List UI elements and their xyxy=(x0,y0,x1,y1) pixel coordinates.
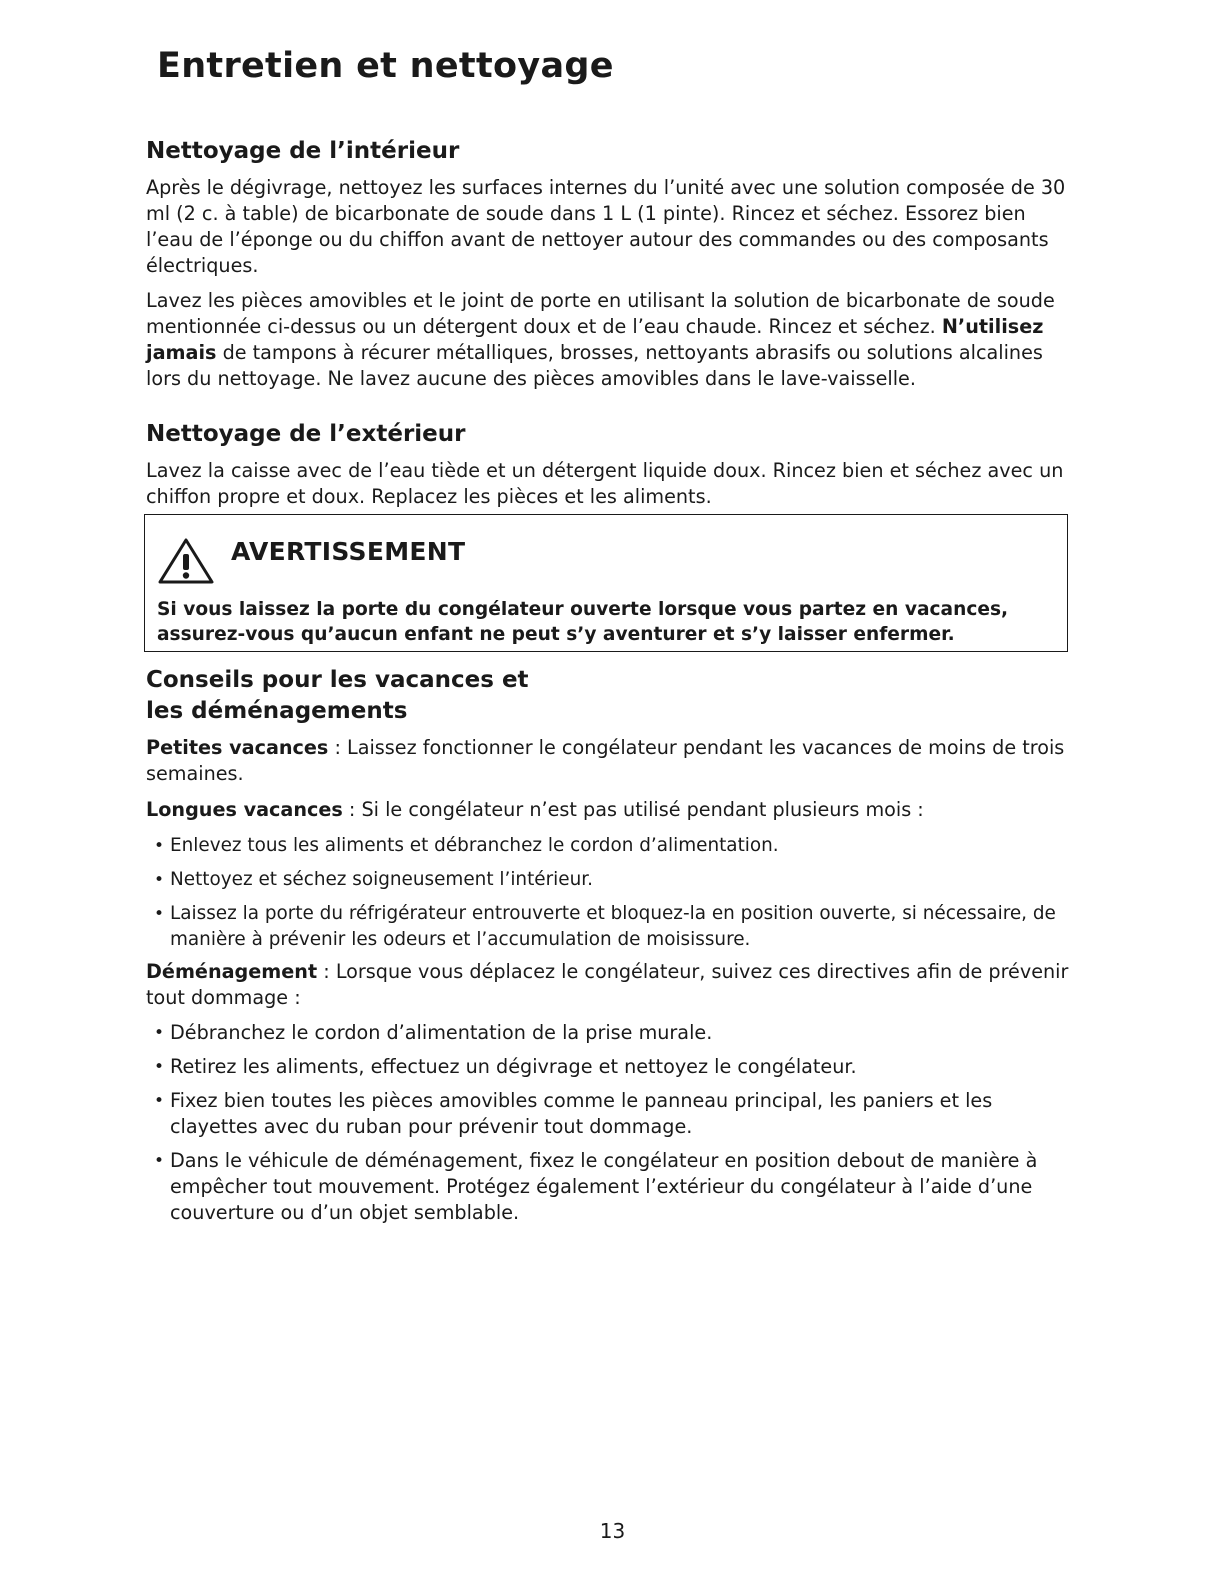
list-item-text: Nettoyez et séchez soigneusement l’intérieur. xyxy=(170,869,593,890)
interior-heading: Nettoyage de l’intérieur xyxy=(146,138,460,164)
short-vacation-text: : Laissez fonctionner le congélateur pendant les vacances de moins de trois semaines. xyxy=(146,736,1065,785)
warning-box xyxy=(144,514,1068,652)
exterior-heading: Nettoyage de l’extérieur xyxy=(146,421,466,447)
interior-paragraph-1: Après le dégivrage, nettoyez les surfaces internes du l’unité avec une solution composée de 30 ml (2 c. à table) de bicarbonate de soude dans 1 L (1 pinte). Rincez et séchez. Essorez bien l’eau de l’éponge ou du chiffon avant de nettoyer autour des commandes ou des composants électriques. xyxy=(146,176,1066,277)
moving-paragraph xyxy=(146,959,1076,1011)
interior-p2-emphasis: N’utilisez jamais xyxy=(146,315,1044,364)
moving-list xyxy=(152,1020,1072,1234)
list-item xyxy=(152,833,1072,859)
interior-p2-text: Lavez les pièces amovibles et le joint de porte en utilisant la solution de bicarbonate de soude mentionnée ci-dessus ou un détergent doux et de l’eau chaude. Rincez et séchez. xyxy=(146,289,1055,338)
list-item-text: Enlevez tous les aliments et débranchez le cordon d’alimentation. xyxy=(170,835,779,856)
warning-label: AVERTISSEMENT xyxy=(231,537,466,566)
bullet-icon: • xyxy=(154,904,165,924)
list-item xyxy=(152,1054,1072,1080)
warning-text: Si vous laissez la porte du congélateur ouverte lorsque vous partez en vacances, assurez-vous qu’aucun enfant ne peut s’y aventurer et s’y laisser enfermer. xyxy=(157,599,1009,645)
warning-triangle-icon xyxy=(157,537,215,589)
list-item-text: Fixez bien toutes les pièces amovibles comme le panneau principal, les paniers et les clayettes avec du ruban pour prévenir tout dommage. xyxy=(170,1089,993,1138)
vacation-heading-line1: Conseils pour les vacances et xyxy=(146,667,529,693)
list-item xyxy=(152,1088,1072,1140)
list-item xyxy=(152,1148,1072,1226)
list-item xyxy=(152,1020,1072,1046)
bullet-icon: • xyxy=(154,1091,165,1111)
long-vacation-list xyxy=(152,833,1072,961)
bullet-icon: • xyxy=(154,870,165,890)
page-title: Entretien et nettoyage xyxy=(157,46,614,86)
short-vacation-paragraph xyxy=(146,735,1076,787)
list-item xyxy=(152,867,1072,893)
list-item-text: Dans le véhicule de déménagement, fixez le congélateur en position debout de manière à empêcher tout mouvement. Protégez également l’extérieur du congélateur à l’aide d’une couverture ou d’un objet semblable. xyxy=(170,1149,1038,1224)
list-item-text: Débranchez le cordon d’alimentation de la prise murale. xyxy=(170,1021,713,1044)
moving-label: Déménagement xyxy=(146,960,318,983)
interior-paragraph-2 xyxy=(146,288,1076,392)
long-vacation-label: Longues vacances xyxy=(146,798,343,821)
page-number: 13 xyxy=(599,1519,626,1543)
list-item-text: Laissez la porte du réfrigérateur entrouverte et bloquez-la en position ouverte, si nécessaire, de manière à prévenir les odeurs et l’accumulation de moisissure. xyxy=(170,903,1056,950)
list-item-text: Retirez les aliments, effectuez un dégivrage et nettoyez le congélateur. xyxy=(170,1055,857,1078)
exterior-paragraph: Lavez la caisse avec de l’eau tiède et un détergent liquide doux. Rincez bien et séchez avec un chiffon propre et doux. Replacez les pièces et les aliments. xyxy=(146,459,1064,508)
bullet-icon: • xyxy=(154,1023,165,1043)
bullet-icon: • xyxy=(154,1151,165,1171)
long-vacation-paragraph xyxy=(146,797,1076,823)
vacation-heading-line2: les déménagements xyxy=(146,698,408,724)
bullet-icon: • xyxy=(154,836,165,856)
interior-p2-end: de tampons à récurer métalliques, brosses, nettoyants abrasifs ou solutions alcalines lors du nettoyage. Ne lavez aucune des pièces amovibles dans le lave-vaisselle. xyxy=(146,341,1043,390)
bullet-icon: • xyxy=(154,1057,165,1077)
moving-text: : Lorsque vous déplacez le congélateur, suivez ces directives afin de prévenir tout dommage : xyxy=(146,960,1069,1009)
short-vacation-label: Petites vacances xyxy=(146,736,329,759)
long-vacation-text: : Si le congélateur n’est pas utilisé pendant plusieurs mois : xyxy=(342,798,924,821)
list-item xyxy=(152,901,1072,953)
